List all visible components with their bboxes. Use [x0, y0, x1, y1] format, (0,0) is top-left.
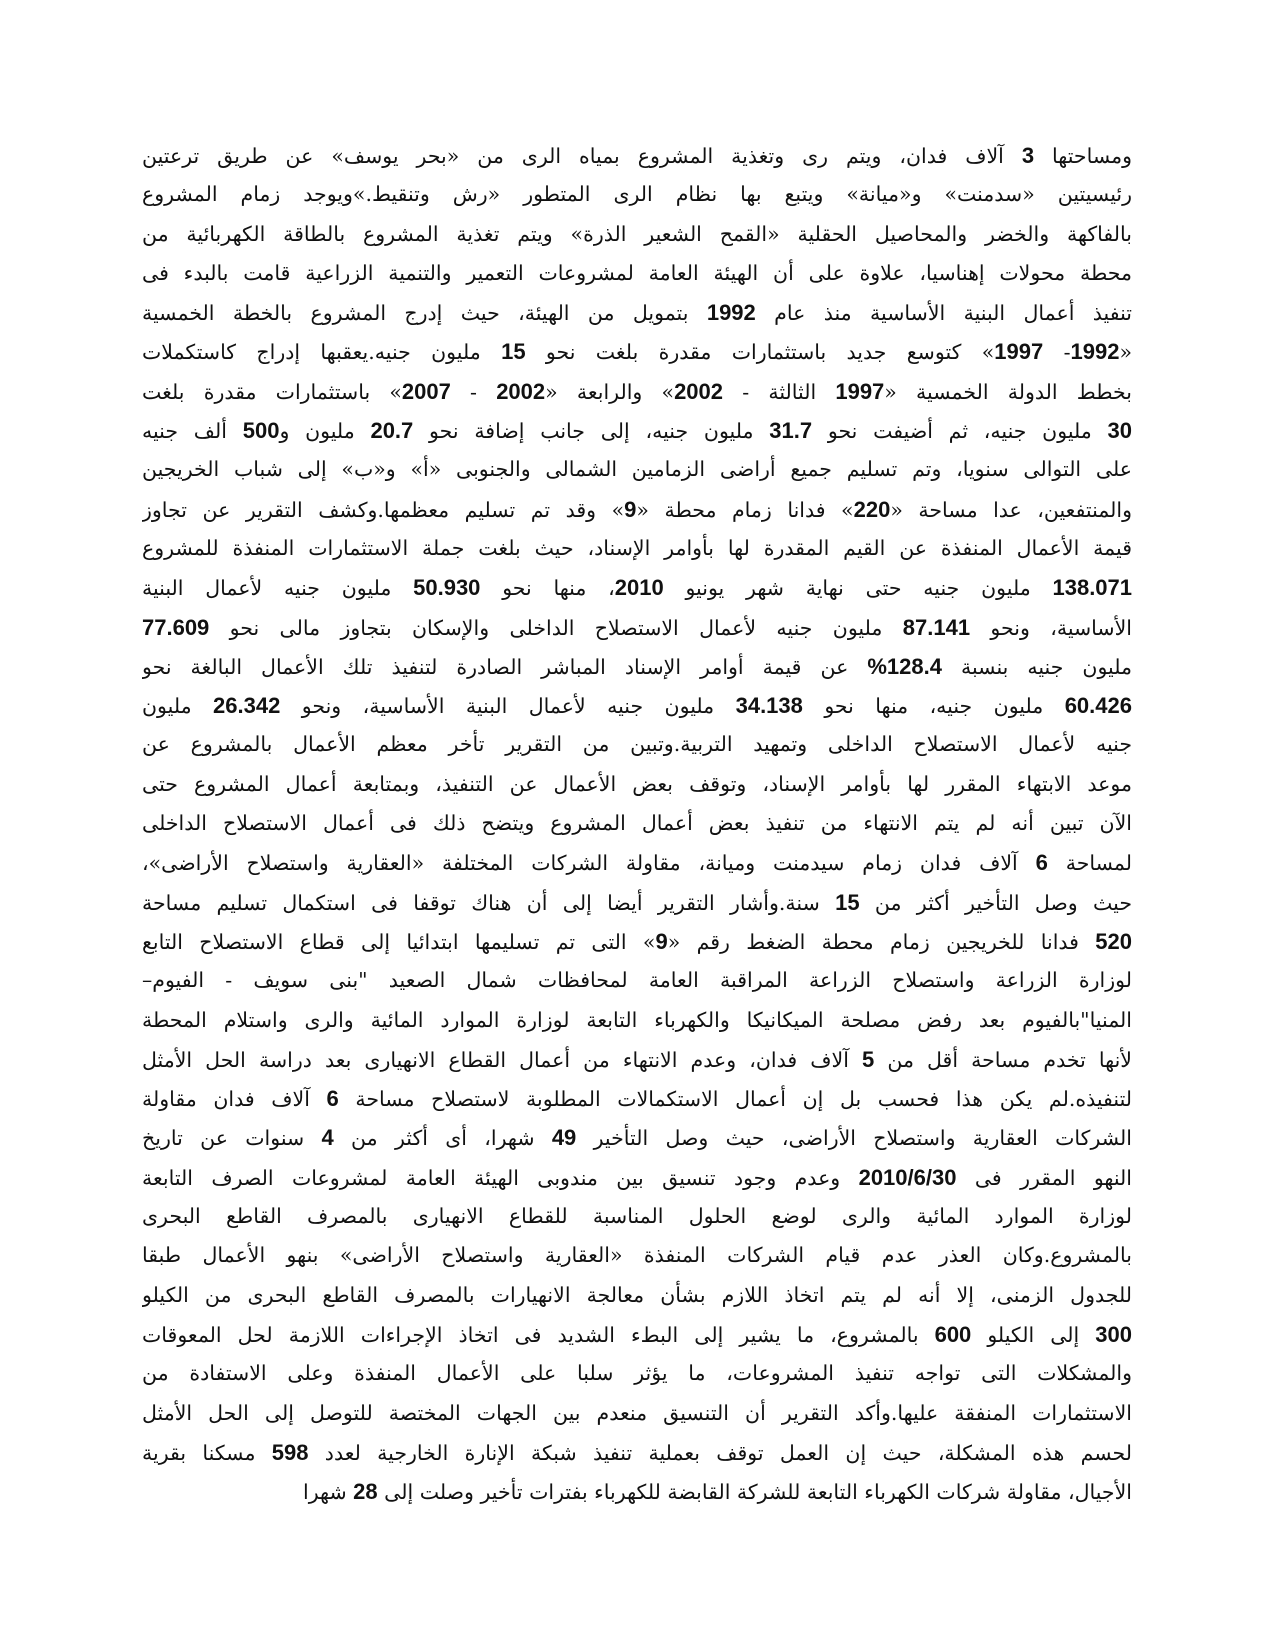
text-line: بالمشروع.وكان العذر عدم قيام الشركات المنفذة «العقارية واستصلاح الأراضى» بنهو الأعمال طبقا [142, 1243, 1132, 1268]
text-line: والمنتفعين، عدا مساحة «220» فدانا زمام محطة «9» وقد تم تسليم معظمها.وكشف التقرير عن تجاوز [142, 496, 1132, 522]
text-line: للجدول الزمنى، إلا أنه لم يتم اتخاذ اللازم بشأن معالجة الانهيارات بالمصرف القاطع البحرى من الكيلو [142, 1282, 1132, 1307]
text-line: 30 مليون جنيه، ثم أضيفت نحو 31.7 مليون جنيه، إلى جانب إضافة نحو 20.7 مليون و500 ألف جنيه [142, 418, 1132, 444]
text-line: والمشكلات التى تواجه تنفيذ المشروعات، ما يؤثر سلبا على الأعمال المنفذة وعلى الاستفادة من [142, 1361, 1132, 1386]
text-line: لأنها تخدم مساحة أقل من 5 آلاف فدان، وعدم الانتهاء من أعمال القطاع الانهيارى بعد دراسة الحل الأمثل [142, 1046, 1132, 1072]
text-line: لوزارة الموارد المائية والرى لوضع الحلول المناسبة للقطاع الانهيارى بالمصرف القاطع البحرى [142, 1204, 1132, 1229]
text-line: لمساحة 6 آلاف فدان زمام سيدمنت وميانة، مقاولة الشركات المختلفة «العقارية واستصلاح الأراضى»، [142, 850, 1132, 876]
text-line: 520 فدانا للخريجين زمام محطة الضغط رقم «9» التى تم تسليمها ابتدائيا إلى قطاع الاستصلاح التابع [142, 928, 1132, 954]
text-line: النهو المقرر فى 2010/6/30 وعدم وجود تنسيق بين مندوبى الهيئة العامة لمشروعات الصرف التابعة [142, 1164, 1132, 1190]
text-line: موعد الابتهاء المقرر لها بأوامر الإسناد، وتوقف بعض الأعمال عن التنفيذ، وبمتابعة أعمال المشروع حتى [142, 771, 1132, 796]
text-line: الآن تبين أنه لم يتم الانتهاء من تنفيذ بعض أعمال المشروع ويتضح ذلك فى أعمال الاستصلاح الداخلى [142, 811, 1132, 836]
text-line: بالفاكهة والخضر والمحاصيل الحقلية «القمح الشعير الذرة» ويتم تغذية المشروع بالطاقة الكهربائية من [142, 221, 1132, 246]
text-line: 60.426 مليون جنيه، منها نحو 34.138 مليون جنيه لأعمال البنية الأساسية، ونحو 26.342 مليون [142, 693, 1132, 719]
text-line: «1992- 1997» كتوسع جديد باستثمارات مقدرة بلغت نحو 15 مليون جنيه.يعقبها إدراج كاستكملات [142, 339, 1132, 365]
text-line: الأساسية، ونحو 87.141 مليون جنيه لأعمال الاستصلاح الداخلى والإسكان بتجاوز مالى نحو 77.609 [142, 614, 1132, 640]
text-line: 138.071 مليون جنيه حتى نهاية شهر يونيو 2010، منها نحو 50.930 مليون جنيه لأعمال البنية [142, 575, 1132, 601]
text-line: محطة محولات إهناسيا، علاوة على أن الهيئة العامة لمشروعات التعمير والتنمية الزراعية قامت بالبدء فى [142, 260, 1132, 285]
text-line: قيمة الأعمال المنفذة عن القيم المقدرة لها بأوامر الإسناد، حيث بلغت جملة الاستثمارات المنفذة للمشروع [142, 535, 1132, 560]
text-line: تنفيذ أعمال البنية الأساسية منذ عام 1992 بتمويل من الهيئة، حيث إدرج المشروع بالخطة الخمسية [142, 300, 1132, 326]
document-page [142, 136, 1132, 1516]
text-line: الشركات العقارية واستصلاح الأراضى، حيث وصل التأخير 49 شهرا، أى أكثر من 4 سنوات عن تاريخ [142, 1125, 1132, 1151]
text-line: ومساحتها 3 آلاف فدان، ويتم رى وتغذية المشروع بمياه الرى من «بحر يوسف» عن طريق ترعتين [142, 143, 1132, 168]
text-line: حيث وصل التأخير أكثر من 15 سنة.وأشار التقرير أيضا إلى أن هناك توقفا فى استكمال تسليم مساحة [142, 889, 1132, 915]
text-line: مليون جنيه بنسبة 128.4% عن قيمة أوامر الإسناد المباشر الصادرة لتنفيذ تلك الأعمال البالغة نحو [142, 653, 1132, 679]
text-line: رئيسيتين «سدمنت» و«ميانة» ويتبع بها نظام الرى المتطور «رش وتنقيط.»ويوجد زمام المشروع [142, 182, 1132, 207]
text-line: لتنفيذه.لم يكن هذا فحسب بل إن أعمال الاستكمالات المطلوبة لاستصلاح مساحة 6 آلاف فدان مقاولة [142, 1086, 1132, 1112]
text-line: الأجيال، مقاولة شركات الكهرباء التابعة للشركة القابضة للكهرباء بفترات تأخير وصلت إلى 28 شهرا [303, 1479, 1132, 1505]
text-line: الاستثمارات المنفقة عليها.وأكد التقرير أن التنسيق منعدم بين الجهات المختصة للتوصل إلى الحل الأمثل [142, 1400, 1132, 1425]
text-line: 300 إلى الكيلو 600 بالمشروع، ما يشير إلى البطء الشديد فى اتخاذ الإجراءات اللازمة لحل المعوقات [142, 1321, 1132, 1347]
text-line: لوزارة الزراعة واستصلاح الزراعة المراقبة العامة لمحافظات شمال الصعيد "بنى سويف - الفيوم– [142, 968, 1132, 993]
text-line: جنيه لأعمال الاستصلاح الداخلى وتمهيد التربية.وتبين من التقرير تأخر معظم الأعمال بالمشروع عن [142, 732, 1132, 757]
text-line: المنيا"بالفيوم بعد رفض مصلحة الميكانيكا والكهرباء التابعة لوزارة الموارد المائية والرى واستلام المحطة [142, 1007, 1132, 1032]
text-line: لحسم هذه المشكلة، حيث إن العمل توقف بعملية تنفيذ شبكة الإنارة الخارجية لعدد 598 مسكنا بقرية [142, 1439, 1132, 1465]
text-line: بخطط الدولة الخمسية «1997 الثالثة - 2002» والرابعة «2002 - 2007» باستثمارات مقدرة بلغت [142, 378, 1132, 404]
text-line: على التوالى سنويا، وتم تسليم جميع أراضى الزمامين الشمالى والجنوبى «أ» و«ب» إلى شباب الخريجين [142, 457, 1132, 482]
